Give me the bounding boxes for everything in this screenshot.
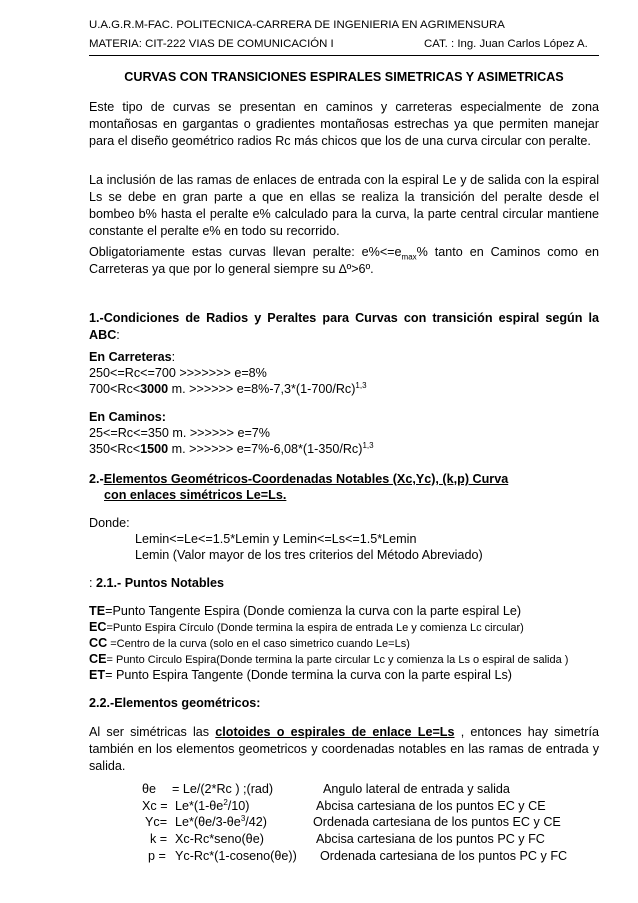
cam-rule2-a: 350<Rc<: [89, 442, 141, 456]
simetria-emphasis: clotoides o espirales de enlace Le=Ls: [215, 725, 455, 739]
carreteras-rule-2: [89, 382, 367, 396]
point-te: [89, 604, 521, 618]
carr-rule2-bold: 3000: [140, 382, 169, 396]
header-rule: [89, 55, 599, 56]
formula-eq-sup: 3: [240, 813, 246, 823]
carreteras-label: [89, 350, 175, 364]
cam-rule2-bold: 1500: [140, 442, 169, 456]
point-te-abbr: TE: [89, 604, 106, 618]
formula-eq-main: Le*(1-θe: [175, 799, 224, 813]
section2-heading-line1: Elementos Geométricos-Coordenadas Notables (Xc,Yc), (k,p) Curva: [103, 472, 509, 486]
carreteras-colon: :: [171, 350, 176, 364]
formula-eq-sup: 2: [223, 797, 228, 807]
carr-rule2-sup: 1,3: [355, 380, 367, 390]
point-et-abbr: ET: [89, 668, 106, 682]
formula-sym: Yc=: [145, 815, 168, 829]
formula-sym: Xc =: [142, 799, 168, 813]
paragraph-intro: Este tipo de curvas se presentan en caminos y carreteras especialmente de zona montañosas en gargantas o gradientes montañosas estrechas ya que permiten manejar para el diseño geométrico radios Rc más chicos que los de una curva circular con peralte.: [89, 100, 599, 148]
formula-desc: Abcisa cartesiana de los puntos PC y FC: [316, 832, 545, 846]
peralte-text-b: % tanto en Caminos como en Carreteras ya que por lo general siempre su ∆º>6º.: [89, 245, 599, 276]
section21-heading: [89, 576, 224, 590]
carr-rule2-a: 700<Rc<: [89, 382, 141, 396]
section1-heading-colon: :: [116, 328, 120, 342]
simetria-text-b: , entonces hay simetría también en los elementos geometricos y coordenadas notables en las ramas de entrada y salida.: [89, 725, 599, 773]
section21-prefix: :: [89, 576, 96, 590]
point-et: [89, 668, 512, 682]
point-ec-abbr: EC: [89, 620, 107, 634]
header-author: CAT. : Ing. Juan Carlos López A.: [424, 38, 588, 50]
paragraph-simetria: [89, 724, 599, 775]
formula-eq: Yc-Rc*(1-coseno(θe)): [175, 849, 297, 863]
header-subject: [89, 38, 599, 50]
section1-heading: [89, 310, 599, 344]
point-te-text: =Punto Tangente Espira (Donde comienza la curva con la parte espiral Le): [105, 604, 522, 618]
paragraph-transition: La inclusión de las ramas de enlaces de entrada con la espiral Le y de salida con la espiral Ls se debe en gran parte a que en ellas se realiza la transición del peralte desde el bombeo b% hasta el peralte e% calculado para la curva, la parte central circular mantiene constante el peralte e% en todo su recorrido.: [89, 173, 599, 238]
formula-desc: Angulo lateral de entrada y salida: [323, 782, 510, 796]
point-ce-text: = Punto Circulo Espira(Donde termina la parte circular Lc y comienza la Ls o espiral de salida ): [106, 654, 569, 666]
formula-eq: = Le/(2*Rc ) ;(rad): [172, 782, 274, 796]
donde-label: Donde:: [89, 516, 130, 530]
cam-rule2-b: m. >>>>>> e=7%-6,08*(1-350/Rc): [168, 442, 363, 456]
formula-eq-main: Le*(θe/3-θe: [175, 815, 241, 829]
formula-sym: p =: [148, 849, 166, 863]
formula-eq: [175, 799, 249, 813]
point-cc: [89, 636, 410, 650]
caminos-rule-1: 25<=Rc<=350 m. >>>>>> e=7%: [89, 426, 271, 440]
point-ec-text: =Punto Espira Círculo (Donde termina la espira de entrada Le y comienza Lc circular): [106, 622, 524, 634]
carreteras-label-text: En Carreteras: [89, 350, 172, 364]
formula-eq-tail: /10): [227, 799, 250, 813]
section22-heading: 2.2.-Elementos geométricos:: [89, 696, 261, 710]
carr-rule2-b: m. >>>>>> e=8%-7,3*(1-700/Rc): [168, 382, 356, 396]
point-et-text: = Punto Espira Tangente (Donde termina la curva con la parte espiral Ls): [105, 668, 512, 682]
section1-heading-text: 1.-Condiciones de Radios y Peraltes para Curvas con transición espiral según la ABC: [89, 311, 599, 342]
carreteras-rule-1: 250<=Rc<=700 >>>>>>> e=8%: [89, 366, 267, 380]
peralte-sub: max: [401, 252, 417, 262]
formula-eq: [175, 815, 267, 829]
header-subject-left: MATERIA: CIT-222 VIAS DE COMUNICACIÓN I: [89, 38, 334, 50]
section2-heading-line2: con enlaces simétricos Le=Ls.: [104, 488, 287, 502]
point-cc-abbr: CC: [89, 636, 108, 650]
formula-desc: Abcisa cartesiana de los puntos EC y CE: [316, 799, 546, 813]
formula-sym: k =: [150, 832, 168, 846]
point-ec: [89, 620, 524, 634]
caminos-label: En Caminos:: [89, 410, 166, 424]
peralte-text-a: Obligatoriamente estas curvas llevan peralte: e%<=e: [89, 245, 402, 259]
section2-heading: [89, 472, 508, 486]
section21-heading-text: 2.1.- Puntos Notables: [96, 576, 225, 590]
caminos-rule-2: [89, 442, 374, 456]
formula-eq-tail: /42): [245, 815, 267, 829]
paragraph-peralte: [89, 244, 599, 278]
point-cc-text: =Centro de la curva (solo en el caso simetrico cuando Le=Ls): [107, 638, 410, 650]
lemin-condition: Lemin<=Le<=1.5*Lemin y Lemin<=Ls<=1.5*Lemin: [135, 532, 417, 546]
page-title: CURVAS CON TRANSICIONES ESPIRALES SIMETRICAS Y ASIMETRICAS: [124, 70, 564, 84]
point-ce: [89, 652, 568, 666]
point-ce-abbr: CE: [89, 652, 107, 666]
formula-eq: Xc-Rc*seno(θe): [175, 832, 264, 846]
cam-rule2-sup: 1,3: [362, 440, 374, 450]
simetria-text-a: Al ser simétricas las: [89, 725, 216, 739]
formula-desc: Ordenada cartesiana de los puntos EC y CE: [313, 815, 561, 829]
lemin-definition: Lemin (Valor mayor de los tres criterios del Método Abreviado): [135, 548, 483, 562]
header-institution: U.A.G.R.M-FAC. POLITECNICA-CARRERA DE INGENIERIA EN AGRIMENSURA: [89, 19, 505, 31]
formula-sym: θe: [142, 782, 157, 796]
formula-desc: Ordenada cartesiana de los puntos PC y FC: [320, 849, 568, 863]
section2-heading-num: 2.-: [89, 472, 104, 486]
